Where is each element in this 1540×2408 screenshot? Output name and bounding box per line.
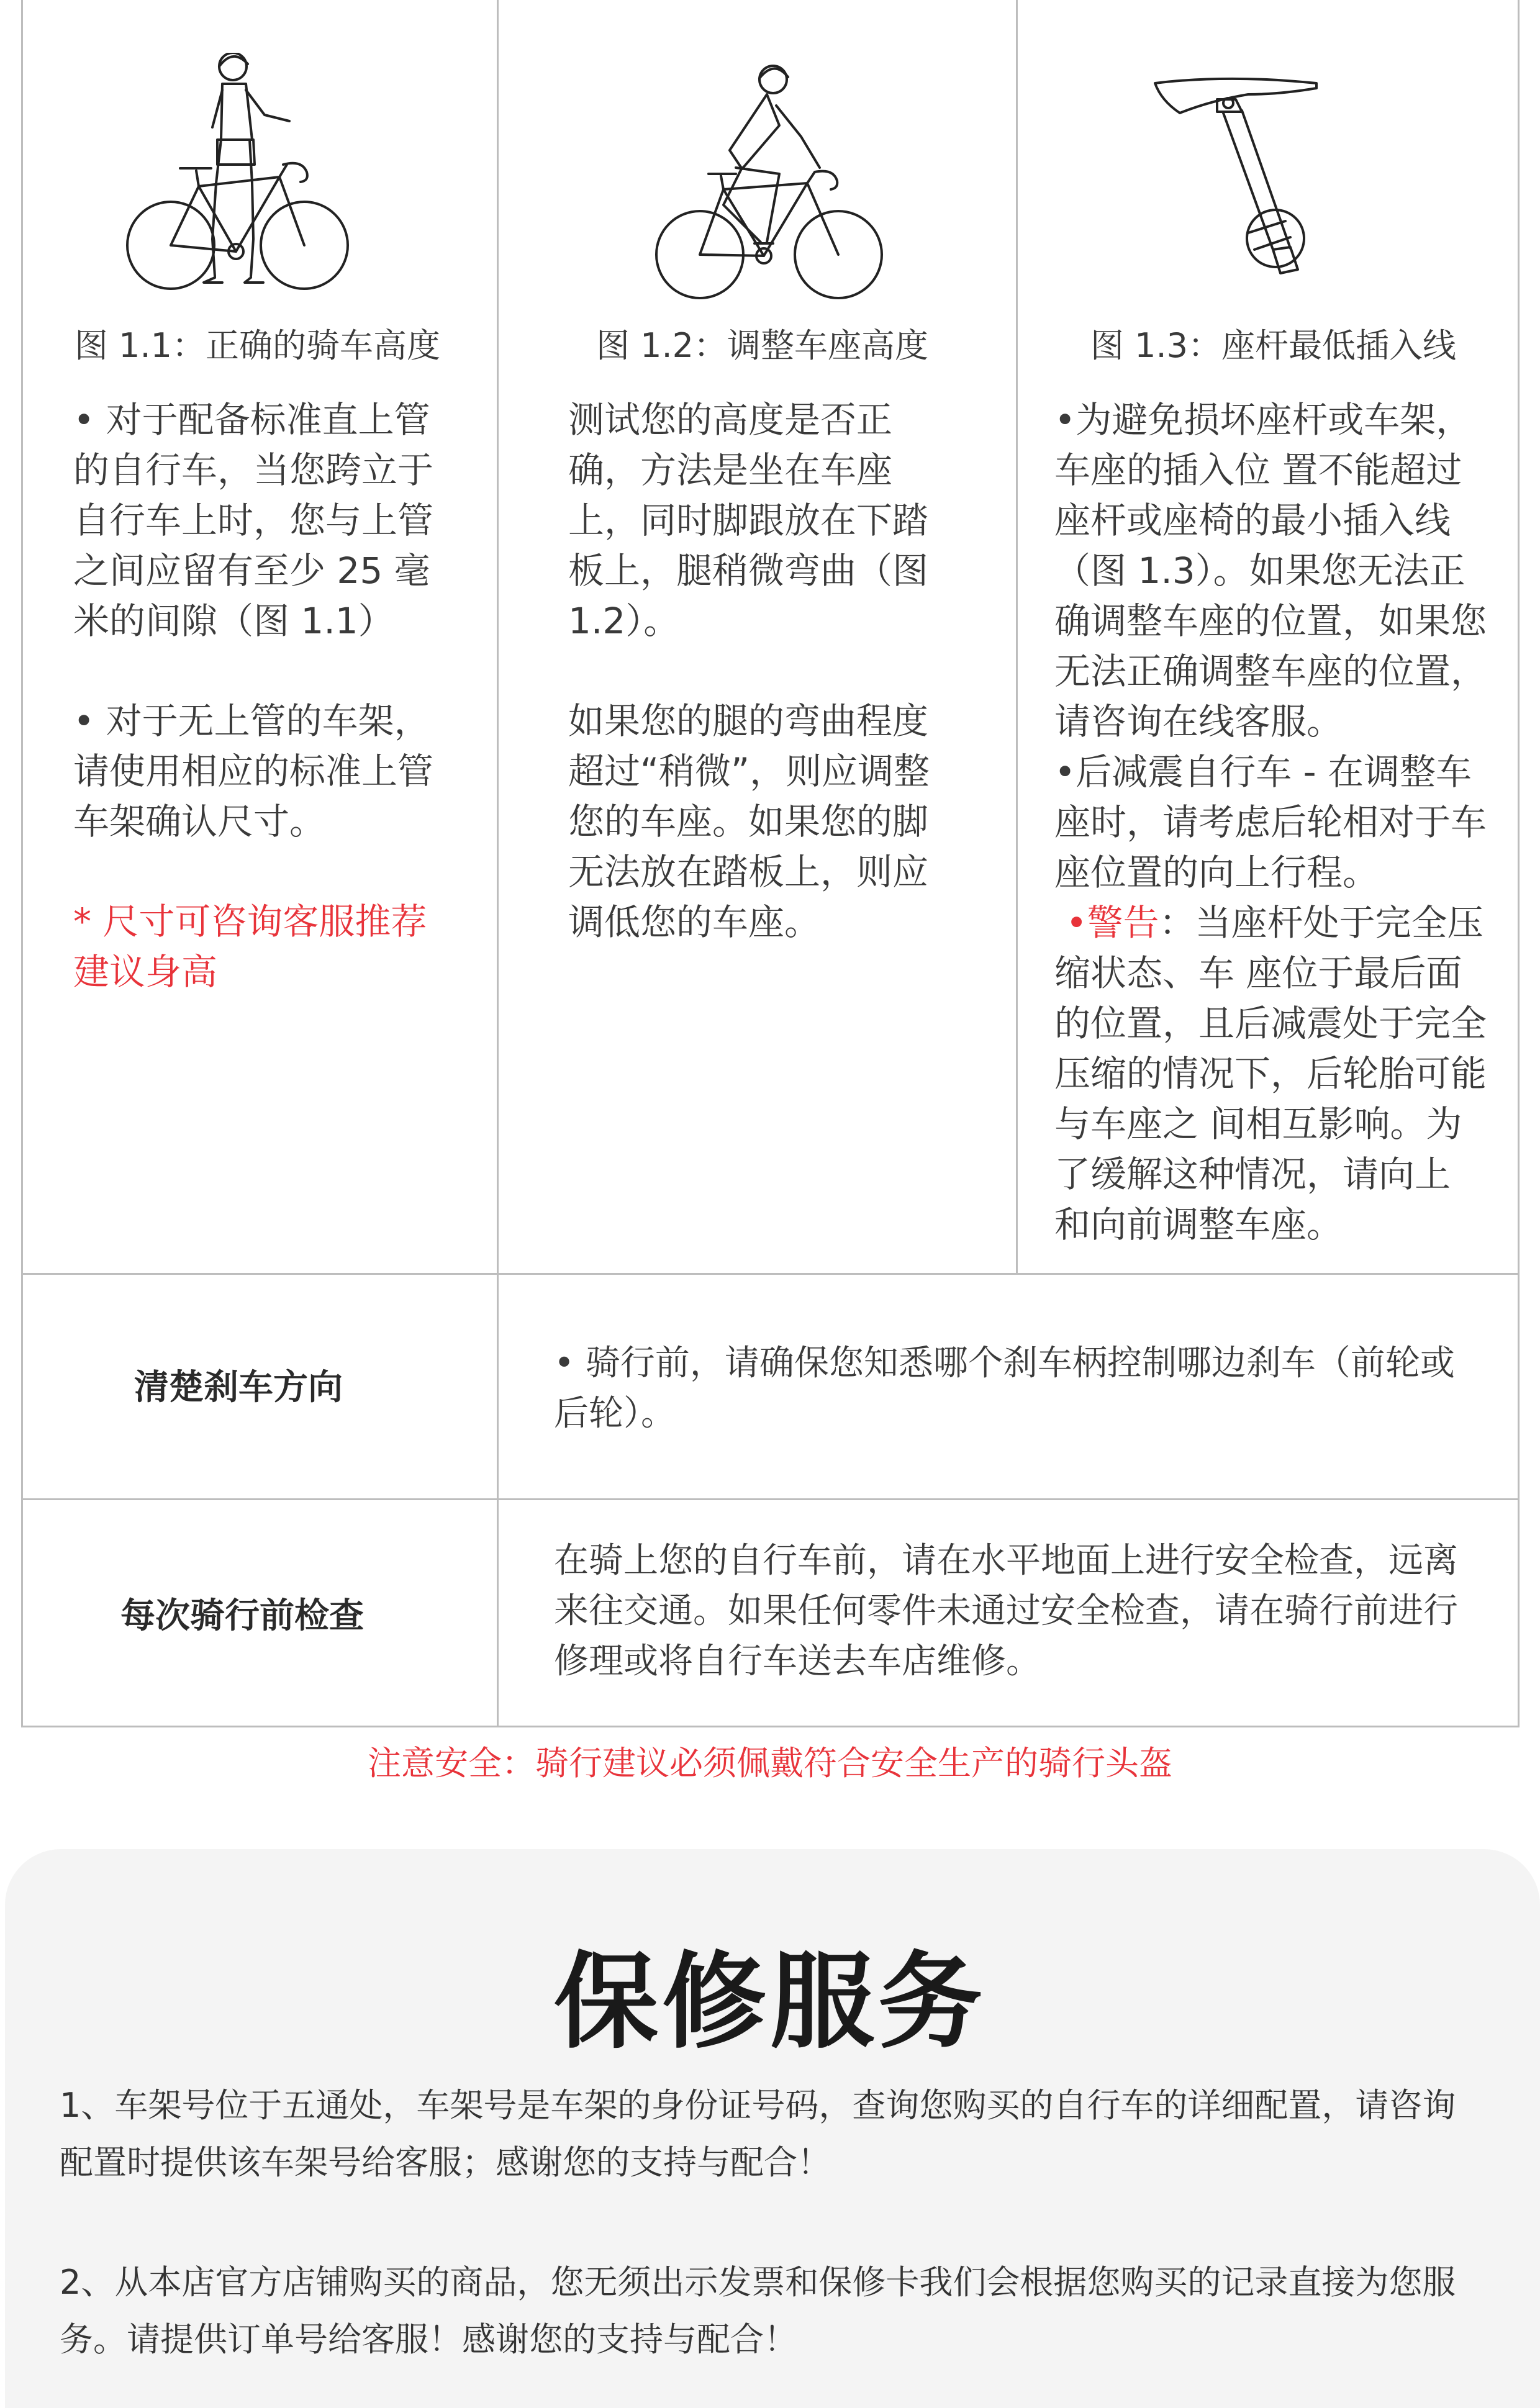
divider-row2 (21, 1498, 1520, 1500)
figure-caption-1-2: 图 1.2：调整车座高度 (596, 326, 929, 365)
column-2-text (568, 395, 953, 948)
warning-label: •警告 (1066, 902, 1159, 944)
table-border-right (1518, 0, 1520, 1727)
table-border-bottom (21, 1726, 1520, 1727)
seatpost-insertion-illustration (1143, 75, 1341, 298)
column-3-paragraph-2: •后减震自行车 - 在调整车座时，请考虑后轮相对于车座位置的向上行程。 (1054, 751, 1487, 894)
row-label-pre-ride-check: 每次骑行前检查 (120, 1596, 364, 1636)
warning-text: ：当座杆处于完全压缩状态、车 座位于最后面的位置，且后减震处于完全压缩的情况下，后轮胎可能与车座之 间相互影响。为了缓解这种情况，请向上 和向前调整车座。 (1054, 902, 1487, 1246)
table-border-left (21, 0, 23, 1727)
warranty-title: 保修服务 (554, 1941, 986, 2063)
column-1-text (73, 395, 457, 997)
column-2-paragraph-1: 测试您的高度是否正确，方法是坐在车座上，同时脚跟放在下踏板上，腿稍微弯曲（图 1.2）。 (568, 399, 929, 642)
row-label-brake-direction: 清楚刹车方向 (134, 1367, 343, 1408)
warranty-item-2: 2、从本店官方店铺购买的商品，您无须出示发票和保修卡我们会根据您购买的记录直接为您服务。请提供订单号给客服！感谢您的支持与配合！ (60, 2263, 1456, 2359)
row-text-brake-direction: • 骑行前，请确保您知悉哪个刹车柄控制哪边刹车（前轮或后轮）。 (554, 1343, 1455, 1434)
column-1-paragraph-1: • 对于配备标准直上管的自行车，当您跨立于自行车上时，您与上管之间应留有至少 25 毫米的间隙（图 1.1） (73, 399, 434, 642)
rider-standing-bike-illustration (118, 53, 366, 307)
column-1-paragraph-2: • 对于无上管的车架，请使用相应的标准上管车架确认尺寸。 (73, 700, 434, 843)
size-consult-note: * 尺寸可咨询客服推荐建议身高 (73, 900, 427, 993)
column-3-paragraph-1: •为避免损坏座杆或车架，车座的插入位 置不能超过座杆或座椅的最小插入线（图 1.3）。如果您无法正确调整车座的位置，如果您无法正确调整车座的位置，请咨询在线客服。 (1054, 399, 1487, 743)
column-3-warning (1054, 898, 1497, 1250)
divider-col2 (1016, 0, 1018, 1274)
column-3-text (1054, 395, 1497, 1250)
rider-seated-bike-illustration (649, 62, 897, 310)
figure-caption-1-3: 图 1.3：座杆最低插入线 (1090, 326, 1457, 365)
safety-helmet-note: 注意安全：骑行建议必须佩戴符合安全生产的骑行头盔 (368, 1744, 1172, 1783)
row-text-pre-ride-check: 在骑上您的自行车前，请在水平地面上进行安全检查，远离来往交通。如果任何零件未通过安全检查，请在骑行前进行修理或将自行车送去车店维修。 (554, 1541, 1458, 1682)
divider-row1 (21, 1273, 1520, 1275)
figure-caption-1-1: 图 1.1：正确的骑车高度 (75, 326, 441, 365)
divider-col1 (497, 0, 499, 1727)
warranty-item-1: 1、车架号位于五通处，车架号是车架的身份证号码，查询您购买的自行车的详细配置，请咨询配置时提供该车架号给客服；感谢您的支持与配合！ (60, 2086, 1456, 2182)
column-2-paragraph-2: 如果您的腿的弯曲程度超过“稍微”，则应调整您的车座。如果您的脚无法放在踏板上，则应调低您的车座。 (568, 700, 930, 943)
